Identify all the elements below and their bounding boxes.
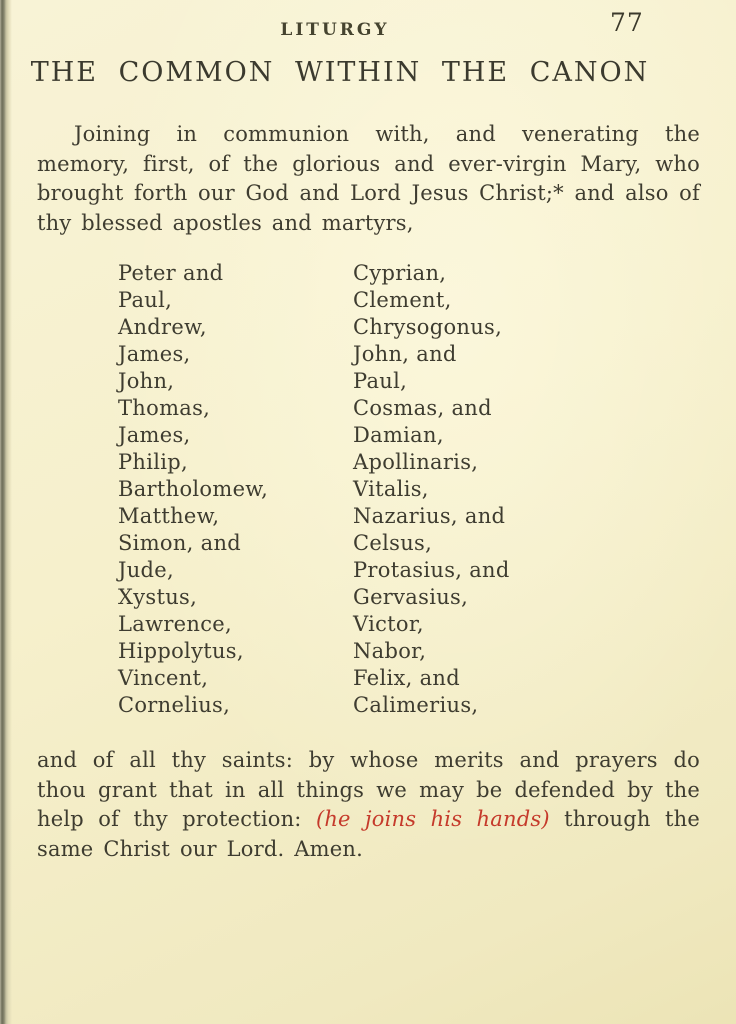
saint-name: Clement,	[353, 288, 452, 312]
saint-name: John,	[118, 369, 175, 393]
saint-name: Simon, and	[118, 531, 242, 555]
running-header: LITURGY	[280, 20, 390, 40]
saint-name: Gervasius,	[353, 585, 469, 609]
saint-name: Calimerius,	[353, 693, 479, 717]
page-title: THE COMMON WITHIN THE CANON	[30, 57, 650, 88]
saints-name-list	[37, 260, 700, 719]
rubric-text: (he joins his hands)	[315, 807, 550, 831]
saint-name: Cosmas, and	[353, 396, 492, 420]
saint-name: John, and	[353, 342, 457, 366]
saint-name: Andrew,	[118, 315, 207, 339]
saint-name: Nazarius, and	[353, 504, 506, 528]
saint-name: Damian,	[353, 423, 444, 447]
intro-paragraph: Joining in communion with, and venerating the memory, first, of the glorious and ever-virgin Mary, who brought forth our God and Lord Jesus Christ;* and also of thy blessed apostles and martyrs,	[37, 122, 700, 235]
saint-name: Paul,	[118, 288, 173, 312]
saint-name: James,	[118, 423, 191, 447]
saint-name: Apollinaris,	[353, 450, 479, 474]
saint-name: Vincent,	[118, 666, 209, 690]
saint-name: James,	[118, 342, 191, 366]
saint-name: Jude,	[118, 558, 174, 582]
closing-text-after-rubric: through the same Christ our Lord. Amen.	[37, 807, 700, 861]
saint-name: Cyprian,	[353, 261, 447, 285]
saint-name: Lawrence,	[118, 612, 232, 636]
saint-name: Bartholomew,	[118, 477, 269, 501]
saint-name: Paul,	[353, 369, 408, 393]
saint-name: Protasius, and	[353, 558, 510, 582]
saints-column-right	[353, 260, 700, 719]
saint-name: Chrysogonus,	[353, 315, 503, 339]
saint-name: Nabor,	[353, 639, 427, 663]
closing-text-before-rubric: and of all thy saints: by whose merits and prayers do thou grant that in all things we may be defended by the help of thy protection:	[37, 748, 700, 831]
saint-name: Hippolytus,	[118, 639, 244, 663]
saint-name: Felix, and	[353, 666, 460, 690]
saint-name: Celsus,	[353, 531, 433, 555]
binding-edge	[0, 0, 12, 1024]
saint-name: Vitalis,	[353, 477, 429, 501]
saint-name: Xystus,	[118, 585, 198, 609]
saint-name: Matthew,	[118, 504, 220, 528]
saint-name: Peter and	[118, 261, 224, 285]
saints-column-left	[118, 260, 353, 719]
saint-name: Thomas,	[118, 396, 211, 420]
saint-name: Cornelius,	[118, 693, 231, 717]
saint-name: Philip,	[118, 450, 189, 474]
page-number: 77	[610, 8, 644, 37]
closing-paragraph	[37, 746, 700, 864]
saint-name: Victor,	[353, 612, 424, 636]
